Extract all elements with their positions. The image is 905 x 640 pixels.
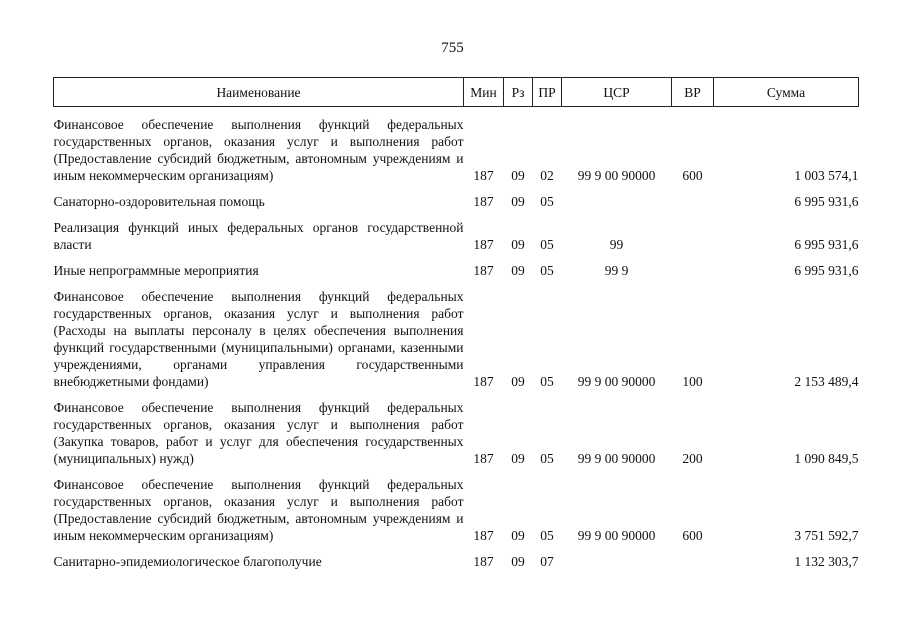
row-name: Финансовое обеспечение выполнения функций федеральных государственных органов, оказания услуг и выполнения работ (Предоставление субсидий бюджетным, автономным учреждениям и иным некоммерческим организациям): [53, 477, 464, 543]
row-csr: 99 9 00 90000: [577, 168, 656, 183]
header-csr: ЦСР: [562, 78, 672, 107]
row-csr: [562, 553, 672, 570]
row-name: Финансовое обеспечение выполнения функций федеральных государственных органов, оказания услуг и выполнения работ (Предоставление субсидий бюджетным, автономным учреждениям и иным некоммерческим организациям): [53, 117, 464, 183]
row-min: 187: [473, 194, 494, 209]
row-rz: 09: [511, 374, 525, 389]
row-csr: 99 9 00 90000: [577, 374, 656, 389]
row-name: Иные непрограммные мероприятия: [53, 263, 259, 278]
row-rz: 09: [511, 451, 525, 466]
header-name: Наименование: [54, 78, 464, 107]
row-min: 187: [473, 374, 494, 389]
header-rz: Рз: [504, 78, 533, 107]
row-vr: [672, 262, 714, 279]
table-row: [54, 476, 859, 544]
row-rz: 09: [511, 237, 525, 252]
row-csr: 99: [609, 237, 624, 252]
row-min: 187: [473, 168, 494, 183]
row-pr: 02: [540, 168, 554, 183]
row-name: Финансовое обеспечение выполнения функций федеральных государственных органов, оказания услуг и выполнения работ (Расходы на выплаты персоналу в целях обеспечения выполнения функций государственными (муниципальными) органами, казенными учреждениями, органами управления государственными внебюджетными фондами): [53, 289, 464, 389]
header-pr: ПР: [533, 78, 562, 107]
table-row: [54, 399, 859, 467]
table-row: [54, 219, 859, 253]
row-vr: 600: [682, 528, 703, 543]
row-csr: 99 9 00 90000: [577, 528, 656, 543]
row-vr: 600: [682, 168, 703, 183]
row-pr: 05: [540, 194, 554, 209]
row-sum: 1 132 303,7: [794, 554, 859, 569]
row-sum: 1 090 849,5: [794, 451, 859, 466]
row-name: Финансовое обеспечение выполнения функций федеральных государственных органов, оказания услуг и выполнения работ (Закупка товаров, работ и услуг для обеспечения государственных (муниципальных) нужд): [53, 400, 464, 466]
table-row: [54, 262, 859, 279]
row-vr: 100: [682, 374, 703, 389]
row-name: Санитарно-эпидемиологическое благополучие: [53, 554, 322, 569]
table-row: [54, 116, 859, 184]
row-csr: 99 9 00 90000: [577, 451, 656, 466]
row-rz: 09: [511, 168, 525, 183]
row-vr: [672, 219, 714, 253]
row-sum: 1 003 574,1: [794, 168, 859, 183]
budget-table: [53, 77, 859, 570]
row-pr: 05: [540, 374, 554, 389]
row-csr: 99 9: [604, 263, 629, 278]
row-sum: 2 153 489,4: [794, 374, 859, 389]
row-rz: 09: [511, 554, 525, 569]
page-number: 755: [441, 40, 464, 56]
row-min: 187: [473, 263, 494, 278]
table-header-row: [54, 78, 859, 107]
row-sum: 3 751 592,7: [794, 528, 859, 543]
row-sum: 6 995 931,6: [794, 263, 859, 278]
row-rz: 09: [511, 263, 525, 278]
header-vr: ВР: [672, 78, 714, 107]
row-sum: 6 995 931,6: [794, 237, 859, 252]
row-pr: 05: [540, 528, 554, 543]
row-pr: 05: [540, 263, 554, 278]
row-vr: 200: [682, 451, 703, 466]
row-rz: 09: [511, 528, 525, 543]
row-vr: [672, 553, 714, 570]
row-name: Реализация функций иных федеральных органов государственной власти: [53, 220, 464, 252]
row-min: 187: [473, 237, 494, 252]
row-vr: [672, 193, 714, 210]
row-rz: 09: [511, 194, 525, 209]
row-min: 187: [473, 451, 494, 466]
row-pr: 05: [540, 451, 554, 466]
row-min: 187: [473, 554, 494, 569]
row-pr: 07: [540, 554, 554, 569]
row-name: Санаторно-оздоровительная помощь: [53, 194, 265, 209]
header-sum: Сумма: [714, 78, 859, 107]
row-sum: 6 995 931,6: [794, 194, 859, 209]
table-row: [54, 288, 859, 390]
row-csr: [562, 193, 672, 210]
row-pr: 05: [540, 237, 554, 252]
row-min: 187: [473, 528, 494, 543]
table-row: [54, 193, 859, 210]
table-row: [54, 553, 859, 570]
header-min: Мин: [464, 78, 504, 107]
